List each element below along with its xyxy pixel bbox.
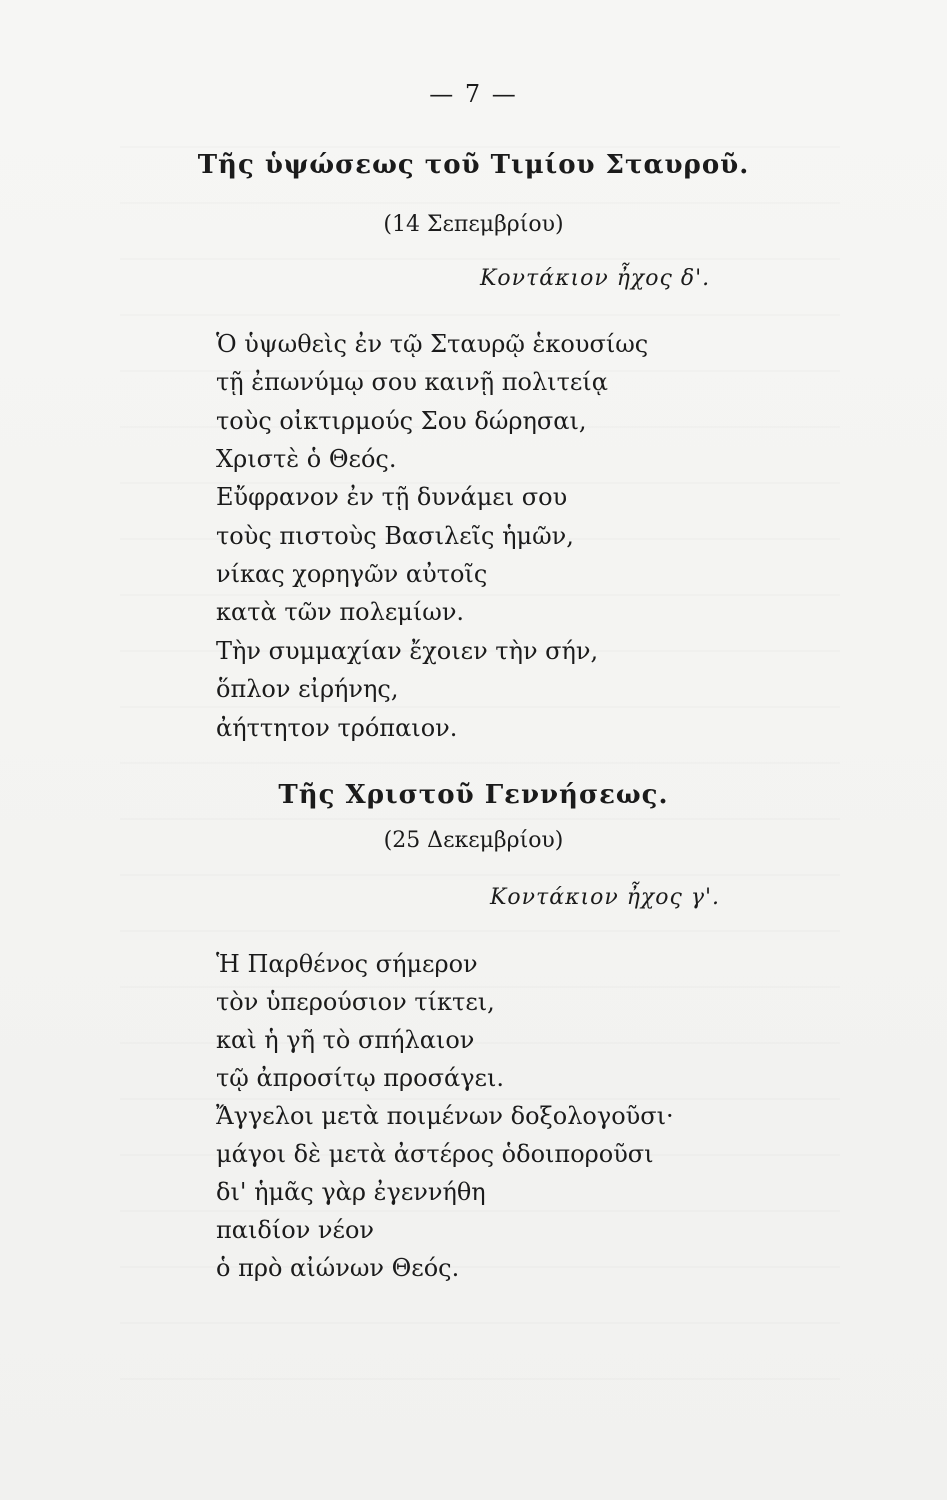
verse-line: ἀήττητον τρόπαιον.: [216, 714, 458, 742]
verse-line: Χριστὲ ὁ Θεός.: [216, 445, 397, 473]
verse-line: Τὴν συμμαχίαν ἔχοιεν τὴν σήν,: [216, 637, 599, 665]
hymn-tone: Κοντάκιον ἦχος δ'.: [480, 266, 711, 291]
verse-line: Ἡ Παρθένος σήμερον: [216, 950, 478, 978]
verse-line: κατὰ τῶν πολεμίων.: [216, 598, 465, 626]
verse-line: παιδίον νέον: [216, 1216, 374, 1244]
verse-line: Ἄγγελοι μετὰ ποιμένων δοξολογοῦσι·: [216, 1102, 674, 1130]
hymn-title: Τῆς Χριστοῦ Γεννήσεως.: [278, 780, 669, 810]
verse-line: νίκας χορηγῶν αὐτοῖς: [216, 560, 488, 588]
verse-line: δι' ἡμᾶς γὰρ ἐγεννήθη: [216, 1178, 486, 1206]
verse-line: ὅπλον εἰρήνης,: [216, 675, 399, 703]
verse-line: τὸν ὑπερούσιον τίκτει,: [216, 988, 495, 1016]
hymn-tone: Κοντάκιον ἦχος γ'.: [490, 885, 721, 910]
hymn-title: Τῆς ὑψώσεως τοῦ Τιμίου Σταυροῦ.: [197, 150, 750, 180]
verse-line: τοὺς πιστοὺς Βασιλεῖς ἡμῶν,: [216, 522, 574, 550]
hymn-date: (14 Σεπεμβρίου): [383, 212, 564, 237]
verse-line: ὁ πρὸ αἰώνων Θεός.: [216, 1254, 460, 1282]
verse-line: καὶ ἡ γῆ τὸ σπήλαιον: [216, 1026, 475, 1054]
page-number: — 7 —: [429, 80, 518, 108]
verse-line: μάγοι δὲ μετὰ ἀστέρος ὁδοιποροῦσι: [216, 1140, 654, 1168]
verse-line: τοὺς οἰκτιρμούς Σου δώρησαι,: [216, 407, 587, 435]
verse-line: Εὔφρανον ἐν τῇ δυνάμει σου: [216, 483, 568, 511]
hymn-date: (25 Δεκεμβρίου): [383, 828, 564, 853]
verse-line: τῷ ἀπροσίτῳ προσάγει.: [216, 1064, 505, 1092]
verse-line: τῇ ἐπωνύμῳ σου καινῇ πολιτείᾳ: [216, 368, 608, 396]
verse-line: Ὁ ὑψωθεὶς ἐν τῷ Σταυρῷ ἑκουσίως: [216, 330, 649, 358]
